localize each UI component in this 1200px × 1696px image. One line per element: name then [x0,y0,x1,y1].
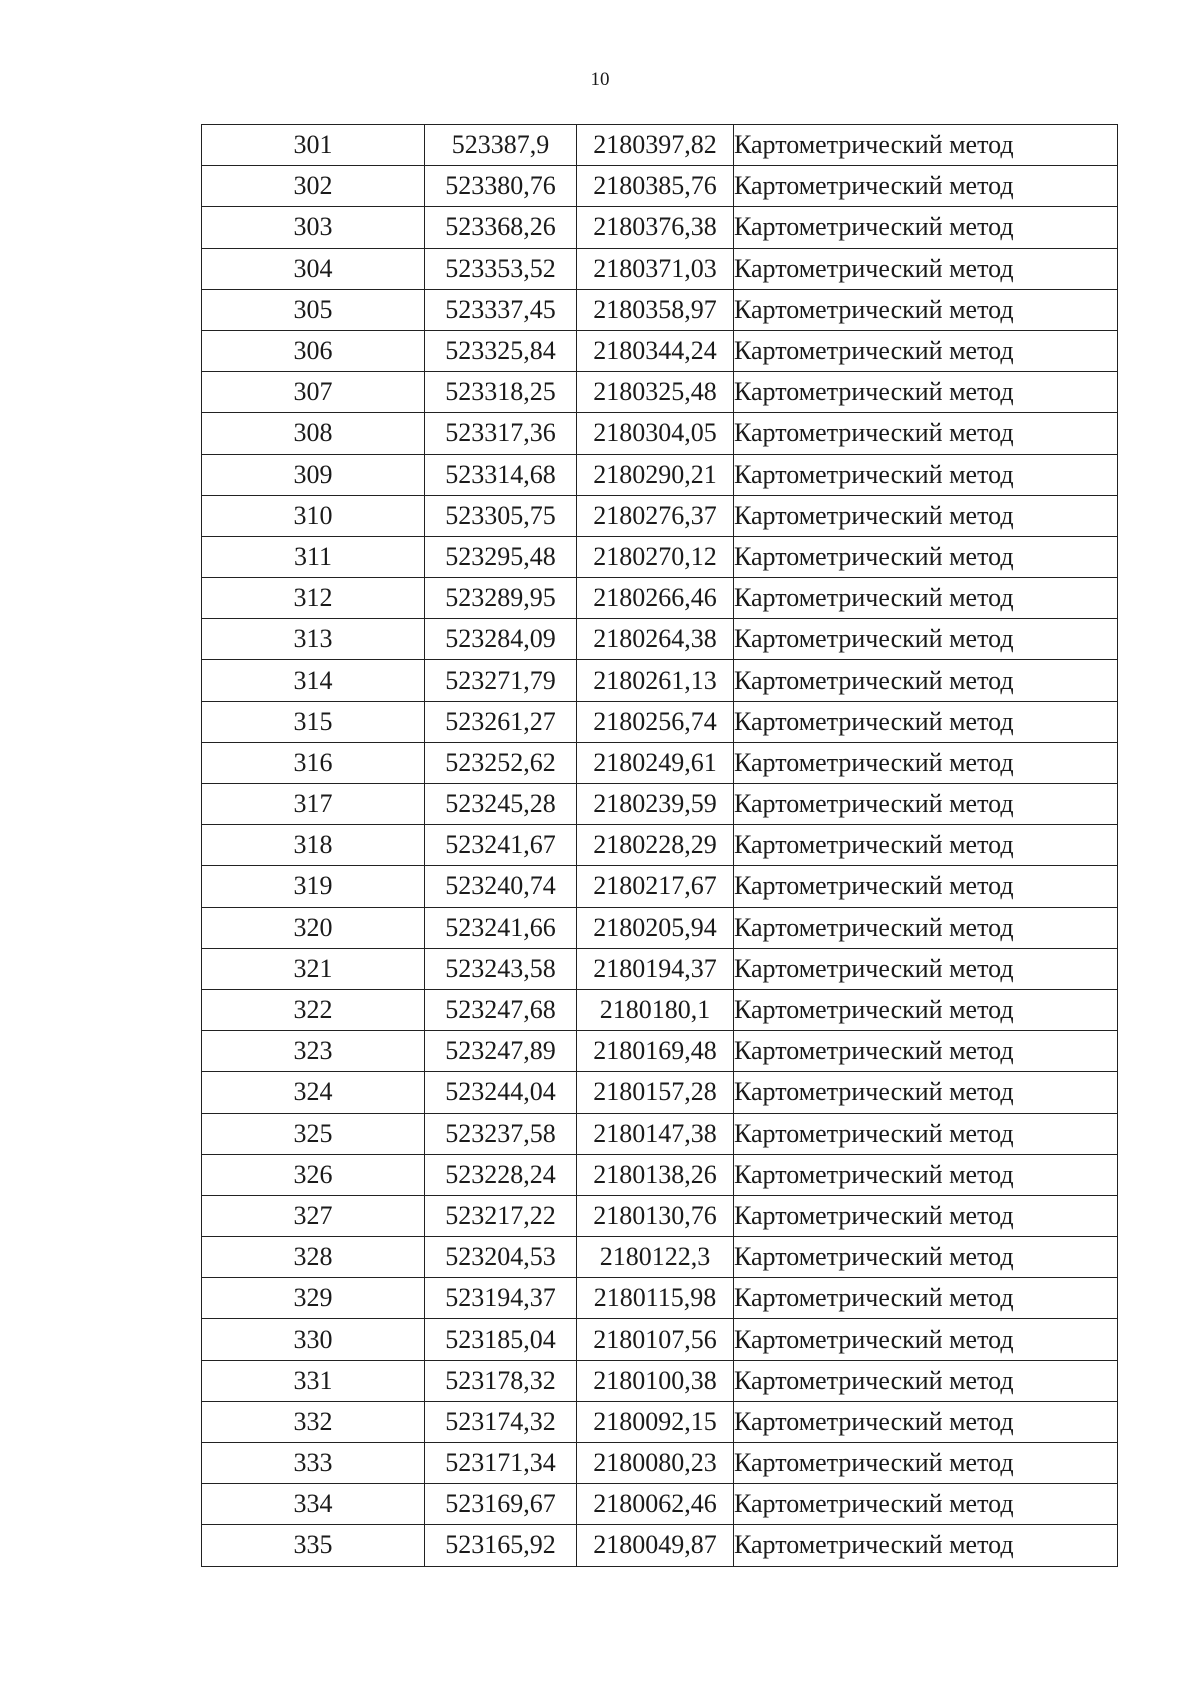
method-cell: Картометрический метод [734,742,1118,783]
table-row [202,907,1118,948]
y-coordinate-cell: 2180325,48 [577,372,734,413]
y-coordinate-cell: 2180304,05 [577,413,734,454]
point-number-cell: 311 [202,536,425,577]
y-coordinate-cell: 2180062,46 [577,1484,734,1525]
x-coordinate-cell: 523245,28 [425,784,577,825]
x-coordinate-cell: 523171,34 [425,1443,577,1484]
coordinates-table [201,124,1118,1567]
table-row [202,1401,1118,1442]
table-row [202,1154,1118,1195]
point-number-cell: 323 [202,1031,425,1072]
x-coordinate-cell: 523244,04 [425,1072,577,1113]
method-cell: Картометрический метод [734,166,1118,207]
table-row [202,742,1118,783]
table-row [202,989,1118,1030]
y-coordinate-cell: 2180107,56 [577,1319,734,1360]
y-coordinate-cell: 2180270,12 [577,536,734,577]
point-number-cell: 329 [202,1278,425,1319]
point-number-cell: 314 [202,660,425,701]
method-cell: Картометрический метод [734,454,1118,495]
table-row [202,1195,1118,1236]
y-coordinate-cell: 2180122,3 [577,1237,734,1278]
table-row [202,125,1118,166]
y-coordinate-cell: 2180264,38 [577,619,734,660]
method-cell: Картометрический метод [734,660,1118,701]
x-coordinate-cell: 523247,89 [425,1031,577,1072]
y-coordinate-cell: 2180169,48 [577,1031,734,1072]
point-number-cell: 335 [202,1525,425,1566]
y-coordinate-cell: 2180344,24 [577,330,734,371]
point-number-cell: 319 [202,866,425,907]
x-coordinate-cell: 523317,36 [425,413,577,454]
point-number-cell: 326 [202,1154,425,1195]
point-number-cell: 325 [202,1113,425,1154]
point-number-cell: 318 [202,825,425,866]
method-cell: Картометрический метод [734,1072,1118,1113]
method-cell: Картометрический метод [734,701,1118,742]
y-coordinate-cell: 2180115,98 [577,1278,734,1319]
method-cell: Картометрический метод [734,330,1118,371]
x-coordinate-cell: 523204,53 [425,1237,577,1278]
point-number-cell: 332 [202,1401,425,1442]
table-row [202,701,1118,742]
table-row [202,1484,1118,1525]
y-coordinate-cell: 2180266,46 [577,578,734,619]
y-coordinate-cell: 2180397,82 [577,125,734,166]
point-number-cell: 322 [202,989,425,1030]
x-coordinate-cell: 523271,79 [425,660,577,701]
method-cell: Картометрический метод [734,207,1118,248]
table-row [202,619,1118,660]
x-coordinate-cell: 523165,92 [425,1525,577,1566]
y-coordinate-cell: 2180205,94 [577,907,734,948]
table-row [202,454,1118,495]
point-number-cell: 310 [202,495,425,536]
point-number-cell: 327 [202,1195,425,1236]
page-number: 10 [590,69,610,90]
table-row [202,1278,1118,1319]
point-number-cell: 334 [202,1484,425,1525]
method-cell: Картометрический метод [734,1031,1118,1072]
table-row [202,166,1118,207]
table-row [202,866,1118,907]
method-cell: Картометрический метод [734,1484,1118,1525]
point-number-cell: 317 [202,784,425,825]
table-row [202,1113,1118,1154]
table-row [202,825,1118,866]
y-coordinate-cell: 2180157,28 [577,1072,734,1113]
point-number-cell: 330 [202,1319,425,1360]
point-number-cell: 307 [202,372,425,413]
method-cell: Картометрический метод [734,578,1118,619]
point-number-cell: 315 [202,701,425,742]
y-coordinate-cell: 2180092,15 [577,1401,734,1442]
table-row [202,248,1118,289]
x-coordinate-cell: 523241,66 [425,907,577,948]
method-cell: Картометрический метод [734,1319,1118,1360]
method-cell: Картометрический метод [734,784,1118,825]
point-number-cell: 306 [202,330,425,371]
x-coordinate-cell: 523252,62 [425,742,577,783]
point-number-cell: 309 [202,454,425,495]
x-coordinate-cell: 523228,24 [425,1154,577,1195]
method-cell: Картометрический метод [734,1278,1118,1319]
y-coordinate-cell: 2180261,13 [577,660,734,701]
point-number-cell: 324 [202,1072,425,1113]
x-coordinate-cell: 523314,68 [425,454,577,495]
x-coordinate-cell: 523237,58 [425,1113,577,1154]
x-coordinate-cell: 523247,68 [425,989,577,1030]
table-row [202,1360,1118,1401]
y-coordinate-cell: 2180180,1 [577,989,734,1030]
x-coordinate-cell: 523353,52 [425,248,577,289]
y-coordinate-cell: 2180147,38 [577,1113,734,1154]
y-coordinate-cell: 2180276,37 [577,495,734,536]
method-cell: Картометрический метод [734,248,1118,289]
method-cell: Картометрический метод [734,536,1118,577]
table-row [202,1443,1118,1484]
x-coordinate-cell: 523305,75 [425,495,577,536]
method-cell: Картометрический метод [734,1195,1118,1236]
table-row [202,578,1118,619]
x-coordinate-cell: 523243,58 [425,948,577,989]
x-coordinate-cell: 523337,45 [425,289,577,330]
point-number-cell: 321 [202,948,425,989]
table-row [202,660,1118,701]
x-coordinate-cell: 523240,74 [425,866,577,907]
x-coordinate-cell: 523380,76 [425,166,577,207]
point-number-cell: 320 [202,907,425,948]
method-cell: Картометрический метод [734,948,1118,989]
point-number-cell: 316 [202,742,425,783]
y-coordinate-cell: 2180358,97 [577,289,734,330]
method-cell: Картометрический метод [734,372,1118,413]
method-cell: Картометрический метод [734,1237,1118,1278]
method-cell: Картометрический метод [734,825,1118,866]
coordinates-table-body [202,125,1118,1567]
table-row [202,1525,1118,1566]
method-cell: Картометрический метод [734,125,1118,166]
point-number-cell: 303 [202,207,425,248]
method-cell: Картометрический метод [734,1525,1118,1566]
x-coordinate-cell: 523284,09 [425,619,577,660]
point-number-cell: 302 [202,166,425,207]
point-number-cell: 301 [202,125,425,166]
x-coordinate-cell: 523261,27 [425,701,577,742]
x-coordinate-cell: 523295,48 [425,536,577,577]
table-row [202,207,1118,248]
method-cell: Картометрический метод [734,495,1118,536]
y-coordinate-cell: 2180130,76 [577,1195,734,1236]
table-row [202,784,1118,825]
method-cell: Картометрический метод [734,289,1118,330]
x-coordinate-cell: 523318,25 [425,372,577,413]
table-row [202,330,1118,371]
table-row [202,536,1118,577]
y-coordinate-cell: 2180256,74 [577,701,734,742]
point-number-cell: 333 [202,1443,425,1484]
point-number-cell: 308 [202,413,425,454]
x-coordinate-cell: 523325,84 [425,330,577,371]
y-coordinate-cell: 2180228,29 [577,825,734,866]
y-coordinate-cell: 2180371,03 [577,248,734,289]
method-cell: Картометрический метод [734,1154,1118,1195]
table-row [202,948,1118,989]
x-coordinate-cell: 523194,37 [425,1278,577,1319]
y-coordinate-cell: 2180376,38 [577,207,734,248]
point-number-cell: 305 [202,289,425,330]
x-coordinate-cell: 523178,32 [425,1360,577,1401]
y-coordinate-cell: 2180239,59 [577,784,734,825]
table-row [202,413,1118,454]
table-row [202,1072,1118,1113]
x-coordinate-cell: 523169,67 [425,1484,577,1525]
x-coordinate-cell: 523217,22 [425,1195,577,1236]
method-cell: Картометрический метод [734,1443,1118,1484]
method-cell: Картометрический метод [734,1113,1118,1154]
table-row [202,372,1118,413]
point-number-cell: 312 [202,578,425,619]
point-number-cell: 331 [202,1360,425,1401]
table-row [202,495,1118,536]
y-coordinate-cell: 2180138,26 [577,1154,734,1195]
y-coordinate-cell: 2180385,76 [577,166,734,207]
table-row [202,289,1118,330]
y-coordinate-cell: 2180080,23 [577,1443,734,1484]
x-coordinate-cell: 523387,9 [425,125,577,166]
method-cell: Картометрический метод [734,619,1118,660]
x-coordinate-cell: 523368,26 [425,207,577,248]
x-coordinate-cell: 523174,32 [425,1401,577,1442]
point-number-cell: 304 [202,248,425,289]
method-cell: Картометрический метод [734,907,1118,948]
y-coordinate-cell: 2180217,67 [577,866,734,907]
method-cell: Картометрический метод [734,413,1118,454]
method-cell: Картометрический метод [734,1401,1118,1442]
x-coordinate-cell: 523241,67 [425,825,577,866]
method-cell: Картометрический метод [734,866,1118,907]
x-coordinate-cell: 523185,04 [425,1319,577,1360]
table-row [202,1031,1118,1072]
point-number-cell: 313 [202,619,425,660]
point-number-cell: 328 [202,1237,425,1278]
y-coordinate-cell: 2180194,37 [577,948,734,989]
table-row [202,1237,1118,1278]
y-coordinate-cell: 2180290,21 [577,454,734,495]
y-coordinate-cell: 2180100,38 [577,1360,734,1401]
y-coordinate-cell: 2180249,61 [577,742,734,783]
method-cell: Картометрический метод [734,989,1118,1030]
table-row [202,1319,1118,1360]
x-coordinate-cell: 523289,95 [425,578,577,619]
y-coordinate-cell: 2180049,87 [577,1525,734,1566]
method-cell: Картометрический метод [734,1360,1118,1401]
